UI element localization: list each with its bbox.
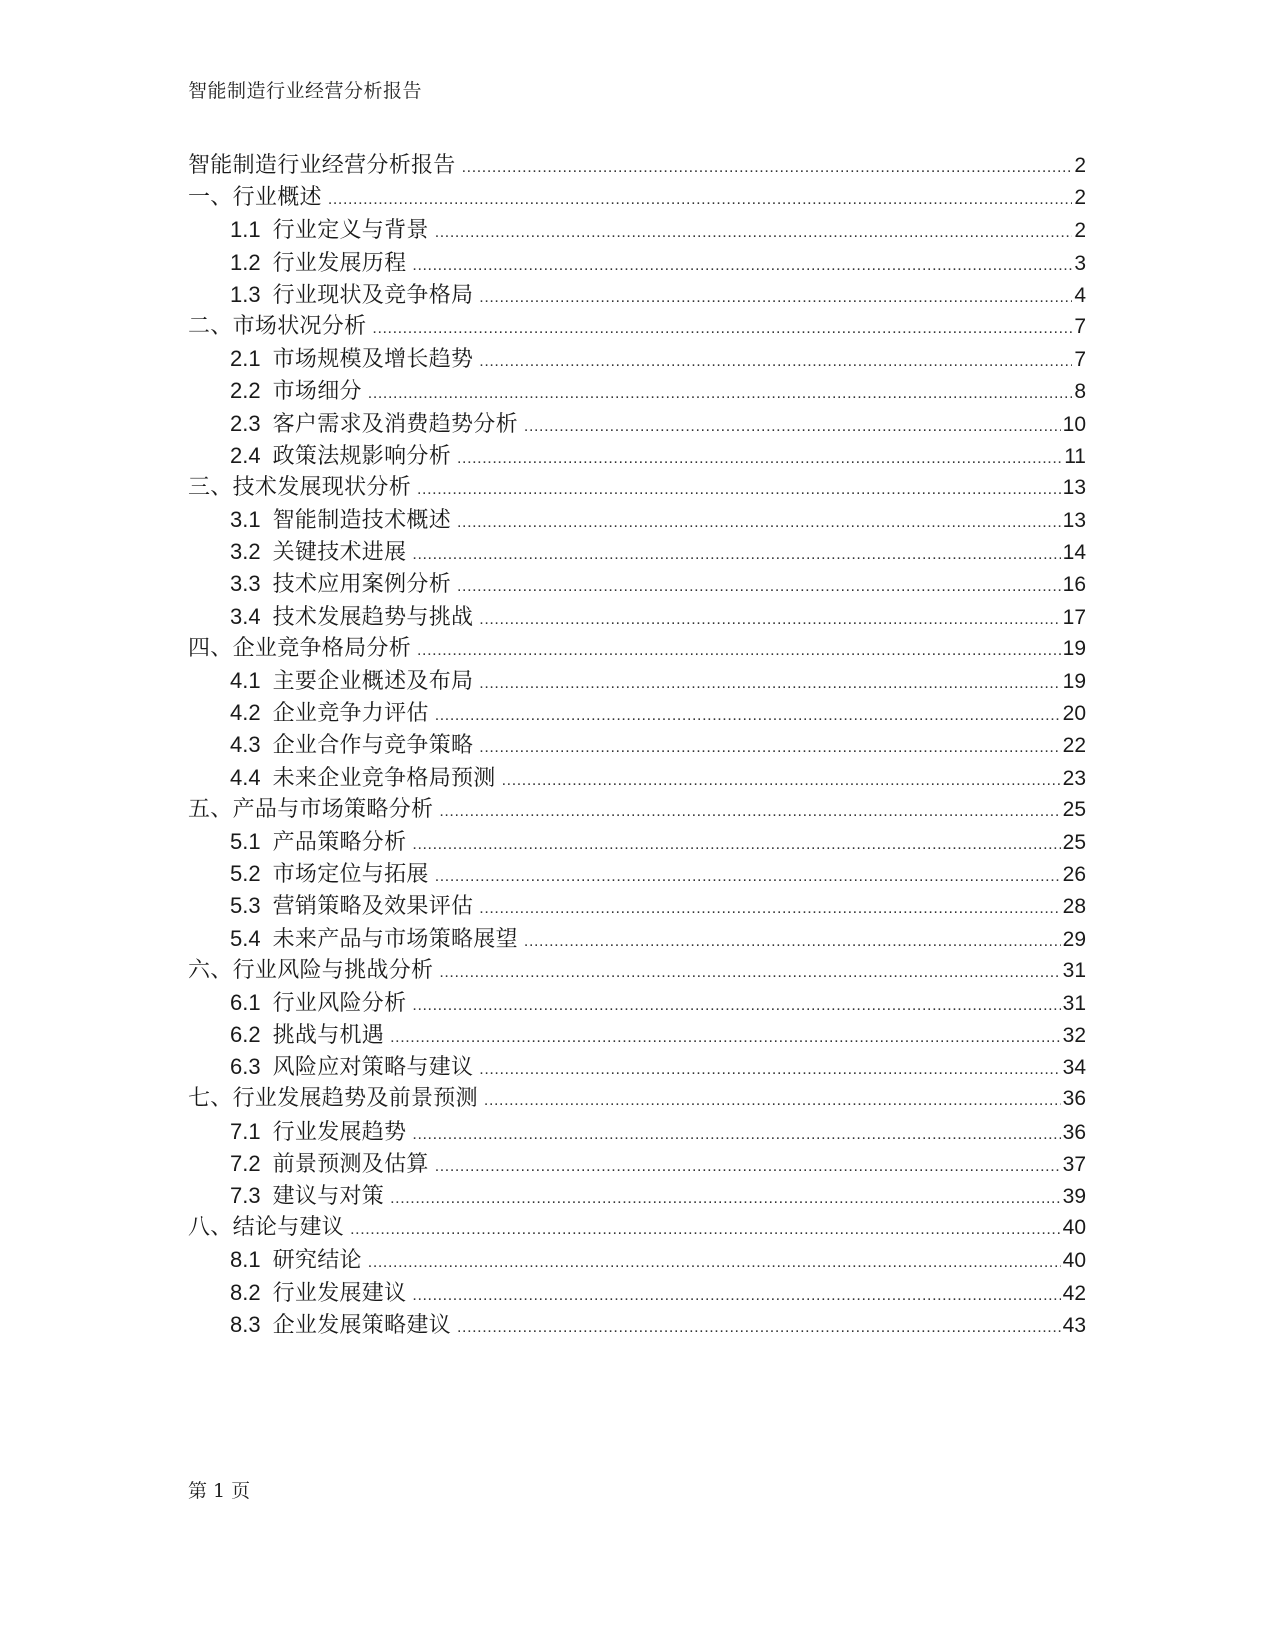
toc-entry-page: 42 xyxy=(1062,1281,1086,1305)
toc-entry-page: 17 xyxy=(1062,605,1086,629)
toc-entry-number: 4.4 xyxy=(230,764,261,790)
toc-entry-page: 13 xyxy=(1062,509,1086,533)
table-of-contents xyxy=(188,150,1086,1341)
toc-entry-page: 34 xyxy=(1062,1056,1086,1080)
toc-entry-title: 未来企业竞争格局预测 xyxy=(272,765,496,791)
toc-entry-number: 8.1 xyxy=(230,1247,261,1273)
toc-section-entry[interactable] xyxy=(188,1277,1086,1309)
toc-chapter-entry[interactable] xyxy=(188,182,1086,214)
toc-section-entry[interactable] xyxy=(188,697,1086,729)
toc-entry-number: 3.3 xyxy=(230,571,261,597)
toc-entry-number: 2.3 xyxy=(230,410,261,436)
toc-entry-title: 产品策略分析 xyxy=(272,829,407,855)
toc-leader-dots xyxy=(412,539,1060,568)
toc-entry-page: 28 xyxy=(1062,895,1086,919)
toc-leader-dots xyxy=(372,313,1072,343)
toc-entry-title: 市场细分 xyxy=(272,379,362,405)
toc-entry-title: 行业发展趋势 xyxy=(272,1119,407,1145)
toc-entry-page: 14 xyxy=(1062,541,1086,565)
toc-leader-dots xyxy=(412,990,1060,1019)
toc-entry-page: 16 xyxy=(1062,573,1086,597)
toc-entry-page: 40 xyxy=(1062,1216,1086,1240)
toc-section-entry[interactable] xyxy=(188,858,1086,890)
toc-leader-dots xyxy=(435,217,1073,246)
toc-section-entry[interactable] xyxy=(188,1116,1086,1148)
toc-entry-number: 7.1 xyxy=(230,1118,261,1144)
toc-entry-title: 企业合作与竞争策略 xyxy=(272,733,474,759)
toc-leader-dots xyxy=(412,1119,1060,1148)
toc-leader-dots xyxy=(479,604,1060,633)
toc-entry-number: 4.3 xyxy=(230,732,261,758)
toc-leader-dots xyxy=(435,861,1061,890)
toc-section-entry[interactable] xyxy=(188,729,1086,761)
toc-entry-title: 四、企业竞争格局分析 xyxy=(188,635,412,661)
toc-section-entry[interactable] xyxy=(188,1019,1086,1051)
toc-entry-title: 未来产品与市场策略展望 xyxy=(272,926,518,952)
toc-section-entry[interactable] xyxy=(188,375,1086,407)
toc-entry-number: 5.1 xyxy=(230,828,261,854)
toc-section-entry[interactable] xyxy=(188,504,1086,536)
toc-entry-title: 研究结论 xyxy=(272,1248,362,1274)
toc-entry-number: 5.3 xyxy=(230,893,261,919)
toc-section-entry[interactable] xyxy=(188,826,1086,858)
toc-section-entry[interactable] xyxy=(188,1309,1086,1341)
toc-section-entry[interactable] xyxy=(188,1148,1086,1180)
toc-leader-dots xyxy=(462,152,1073,182)
toc-leader-dots xyxy=(439,957,1060,987)
toc-leader-dots xyxy=(368,378,1073,407)
toc-entry-number: 6.2 xyxy=(230,1022,261,1048)
toc-entry-page: 13 xyxy=(1062,475,1086,499)
toc-entry-title: 智能制造行业经营分析报告 xyxy=(188,153,456,178)
toc-section-entry[interactable] xyxy=(188,987,1086,1019)
toc-entry-title: 政策法规影响分析 xyxy=(272,443,451,469)
toc-entry-title: 技术发展趋势与挑战 xyxy=(272,604,474,630)
toc-entry-number: 6.1 xyxy=(230,989,261,1015)
toc-entry-number: 5.4 xyxy=(230,925,261,951)
toc-chapter-entry[interactable] xyxy=(188,794,1086,826)
toc-chapter-entry[interactable] xyxy=(188,1083,1086,1115)
toc-entry-page: 2 xyxy=(1074,219,1086,243)
toc-entry-title: 主要企业概述及布局 xyxy=(272,669,474,694)
toc-section-entry[interactable] xyxy=(188,279,1086,311)
toc-section-entry[interactable] xyxy=(188,1180,1086,1212)
toc-section-entry[interactable] xyxy=(188,214,1086,246)
toc-entry-number: 1.1 xyxy=(230,217,261,243)
toc-entry-title: 市场规模及增长趋势 xyxy=(272,347,474,373)
toc-entry-title: 七、行业发展趋势及前景预测 xyxy=(188,1086,478,1112)
toc-entry-number: 3.2 xyxy=(230,539,261,565)
toc-leader-dots xyxy=(457,1312,1061,1341)
toc-entry-number: 1.2 xyxy=(230,249,261,275)
toc-leader-dots xyxy=(328,184,1073,214)
toc-entry-page: 39 xyxy=(1062,1185,1086,1208)
toc-entry-title: 客户需求及消费趋势分析 xyxy=(272,411,518,437)
toc-section-entry[interactable] xyxy=(188,1244,1086,1276)
toc-entry-number: 1.3 xyxy=(230,281,261,307)
toc-entry-title: 营销策略及效果评估 xyxy=(272,894,474,920)
toc-entry-page: 25 xyxy=(1062,797,1086,821)
toc-entry-title: 行业发展建议 xyxy=(272,1280,407,1306)
toc-entry-number: 3.1 xyxy=(230,507,261,533)
toc-entry-page: 8 xyxy=(1074,380,1086,404)
toc-leader-dots xyxy=(412,829,1060,858)
toc-entry-title: 六、行业风险与挑战分析 xyxy=(188,957,434,983)
toc-leader-dots xyxy=(368,1247,1061,1276)
toc-section-entry[interactable] xyxy=(188,568,1086,600)
toc-entry-number: 2.2 xyxy=(230,378,261,404)
toc-entry-page: 22 xyxy=(1062,734,1086,758)
toc-entry-page: 26 xyxy=(1062,863,1086,887)
toc-entry-number: 7.2 xyxy=(230,1150,261,1176)
toc-leader-dots xyxy=(457,571,1061,600)
toc-chapter-entry[interactable] xyxy=(188,472,1086,504)
toc-chapter-entry[interactable] xyxy=(188,633,1086,665)
toc-leader-dots xyxy=(435,1151,1061,1180)
toc-leader-dots xyxy=(479,282,1072,311)
toc-entry-title: 关键技术进展 xyxy=(272,540,407,566)
toc-entry-page: 19 xyxy=(1062,636,1086,660)
toc-entry-page: 11 xyxy=(1064,444,1086,468)
page-number: 第 1 页 xyxy=(188,1480,251,1502)
toc-entry-title: 行业定义与背景 xyxy=(272,218,429,244)
toc-section-entry[interactable] xyxy=(188,923,1086,955)
toc-leader-dots xyxy=(412,250,1072,279)
toc-entry-page: 25 xyxy=(1062,830,1086,854)
toc-entry-page: 2 xyxy=(1074,154,1086,177)
toc-entry-page: 2 xyxy=(1074,186,1086,210)
toc-leader-dots xyxy=(524,411,1061,440)
toc-leader-dots xyxy=(390,1022,1061,1051)
toc-chapter-entry[interactable] xyxy=(188,955,1086,987)
toc-entry-number: 3.4 xyxy=(230,603,261,629)
toc-entry-number: 4.2 xyxy=(230,700,261,726)
toc-entry-page: 20 xyxy=(1062,702,1086,726)
toc-entry-page: 40 xyxy=(1062,1249,1086,1273)
toc-entry-page: 19 xyxy=(1062,670,1086,693)
toc-leader-dots xyxy=(479,732,1060,761)
toc-entry-number: 7.3 xyxy=(230,1183,261,1208)
toc-entry-page: 43 xyxy=(1062,1313,1086,1337)
toc-entry-page: 7 xyxy=(1074,314,1086,338)
toc-entry-title: 行业风险分析 xyxy=(272,990,407,1016)
toc-entry-page: 29 xyxy=(1062,927,1086,951)
toc-entry-title: 智能制造技术概述 xyxy=(272,508,451,534)
toc-entry-page: 4 xyxy=(1074,283,1086,307)
toc-section-entry[interactable] xyxy=(188,408,1086,440)
toc-section-entry[interactable] xyxy=(188,536,1086,568)
toc-section-entry[interactable] xyxy=(188,890,1086,922)
toc-entry-page: 31 xyxy=(1062,958,1086,982)
toc-entry-title: 挑战与机遇 xyxy=(272,1023,385,1049)
toc-chapter-entry[interactable] xyxy=(188,1212,1086,1244)
toc-leader-dots xyxy=(457,443,1062,472)
toc-entry-title: 企业发展策略建议 xyxy=(272,1312,451,1338)
toc-leader-dots xyxy=(435,700,1061,729)
toc-entry-page: 32 xyxy=(1062,1024,1086,1048)
toc-chapter-entry[interactable] xyxy=(188,311,1086,343)
toc-entry-page: 36 xyxy=(1062,1120,1086,1144)
toc-leader-dots xyxy=(457,507,1061,536)
toc-leader-dots xyxy=(479,1054,1060,1083)
toc-entry-number: 8.2 xyxy=(230,1279,261,1305)
toc-entry-page: 3 xyxy=(1074,251,1086,275)
toc-entry-number: 6.3 xyxy=(230,1054,261,1080)
toc-entry-number: 2.1 xyxy=(230,346,261,372)
toc-leader-dots xyxy=(439,796,1060,826)
toc-leader-dots xyxy=(484,1085,1061,1115)
toc-leader-dots xyxy=(502,765,1061,794)
toc-entry-title: 行业发展历程 xyxy=(272,250,407,276)
toc-entry-number: 5.2 xyxy=(230,861,261,887)
toc-section-entry[interactable] xyxy=(188,1051,1086,1083)
toc-entry-title: 建议与对策 xyxy=(272,1184,385,1209)
toc-entry-title: 技术应用案例分析 xyxy=(272,572,451,598)
toc-entry-number: 4.1 xyxy=(230,668,261,693)
toc-entry-title: 一、行业概述 xyxy=(188,185,322,211)
toc-entry-number: 2.4 xyxy=(230,442,261,468)
toc-leader-dots xyxy=(417,635,1061,665)
toc-entry-title: 前景预测及估算 xyxy=(272,1151,429,1177)
toc-entry-page: 36 xyxy=(1062,1087,1086,1111)
toc-section-entry[interactable] xyxy=(188,762,1086,794)
toc-entry-page: 23 xyxy=(1062,766,1086,790)
toc-entry-page: 37 xyxy=(1062,1152,1086,1176)
toc-leader-dots xyxy=(390,1183,1061,1212)
toc-leader-dots xyxy=(524,926,1061,955)
toc-section-entry[interactable] xyxy=(188,601,1086,633)
toc-entry-title: 企业竞争力评估 xyxy=(272,701,429,727)
toc-entry-title: 市场定位与拓展 xyxy=(272,862,429,888)
toc-entry-title: 三、技术发展现状分析 xyxy=(188,474,412,500)
toc-entry-number: 8.3 xyxy=(230,1311,261,1337)
toc-leader-dots xyxy=(479,346,1072,375)
toc-entry-page: 31 xyxy=(1062,991,1086,1015)
toc-entry-title: 风险应对策略与建议 xyxy=(272,1055,474,1081)
toc-section-entry[interactable] xyxy=(188,665,1086,697)
toc-chapter-entry[interactable] xyxy=(188,150,1086,182)
running-header: 智能制造行业经营分析报告 xyxy=(188,80,423,102)
toc-entry-title: 八、结论与建议 xyxy=(188,1215,345,1241)
toc-leader-dots xyxy=(412,1280,1060,1309)
toc-entry-title: 二、市场状况分析 xyxy=(188,313,367,339)
toc-leader-dots xyxy=(417,474,1061,504)
toc-section-entry[interactable] xyxy=(188,247,1086,279)
toc-entry-page: 10 xyxy=(1062,412,1086,436)
toc-entry-title: 五、产品与市场策略分析 xyxy=(188,796,434,822)
toc-leader-dots xyxy=(350,1214,1061,1244)
toc-entry-page: 7 xyxy=(1074,348,1086,372)
toc-leader-dots xyxy=(479,668,1060,697)
toc-section-entry[interactable] xyxy=(188,343,1086,375)
toc-entry-title: 行业现状及竞争格局 xyxy=(272,282,474,308)
toc-leader-dots xyxy=(479,893,1060,922)
toc-section-entry[interactable] xyxy=(188,440,1086,472)
